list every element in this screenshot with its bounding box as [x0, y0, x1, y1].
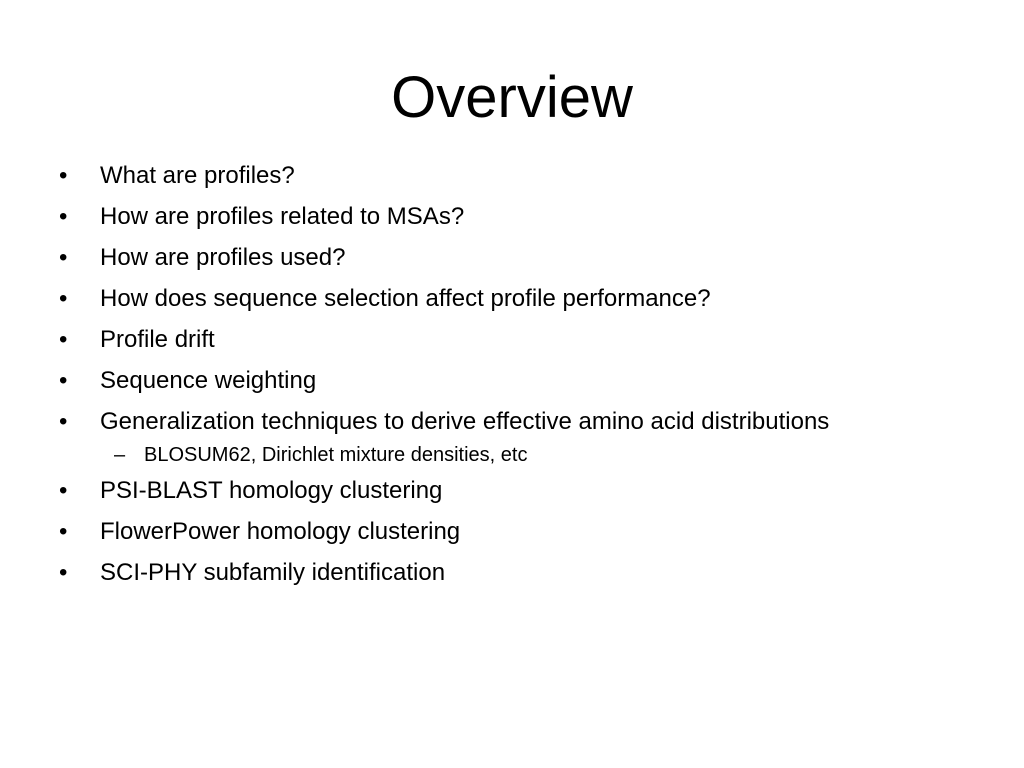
bullet-dot-icon: •: [59, 326, 68, 353]
bullet-text: Generalization techniques to derive effective amino acid distributions: [100, 408, 830, 435]
bullet-text: FlowerPower homology clustering: [100, 518, 461, 545]
bullet-item: [56, 282, 956, 315]
bullet-item: [56, 474, 956, 507]
bullet-dot-icon: •: [59, 244, 68, 271]
bullet-text: How does sequence selection affect profile performance?: [100, 285, 711, 312]
slide-title: Overview: [391, 65, 633, 130]
bullet-item: [56, 556, 956, 589]
bullet-dot-icon: •: [59, 285, 68, 312]
bullet-item: [56, 364, 956, 397]
bullet-dot-icon: •: [59, 162, 68, 189]
bullet-dot-icon: •: [59, 518, 68, 545]
bullet-dot-icon: •: [59, 367, 68, 394]
bullet-item: [56, 515, 956, 548]
bullet-text: SCI-PHY subfamily identification: [100, 559, 446, 586]
bullet-text: PSI-BLAST homology clustering: [100, 477, 443, 504]
sub-bullet-list: [100, 440, 956, 470]
bullet-item: [56, 200, 956, 233]
sub-bullet-item: [100, 440, 956, 470]
bullet-text: Profile drift: [100, 326, 215, 353]
dash-icon: –: [114, 444, 126, 466]
bullet-item: [56, 159, 956, 192]
bullet-dot-icon: •: [59, 477, 68, 504]
bullet-list: [56, 159, 956, 597]
sub-bullet-text: BLOSUM62, Dirichlet mixture densities, etc: [144, 444, 528, 466]
bullet-text: What are profiles?: [100, 162, 295, 189]
bullet-item: [56, 405, 956, 470]
bullet-dot-icon: •: [59, 203, 68, 230]
bullet-item: [56, 241, 956, 274]
bullet-dot-icon: •: [59, 408, 68, 435]
bullet-text: How are profiles related to MSAs?: [100, 203, 465, 230]
bullet-text: Sequence weighting: [100, 367, 317, 394]
bullet-dot-icon: •: [59, 559, 68, 586]
bullet-item: [56, 323, 956, 356]
bullet-text: How are profiles used?: [100, 244, 346, 271]
